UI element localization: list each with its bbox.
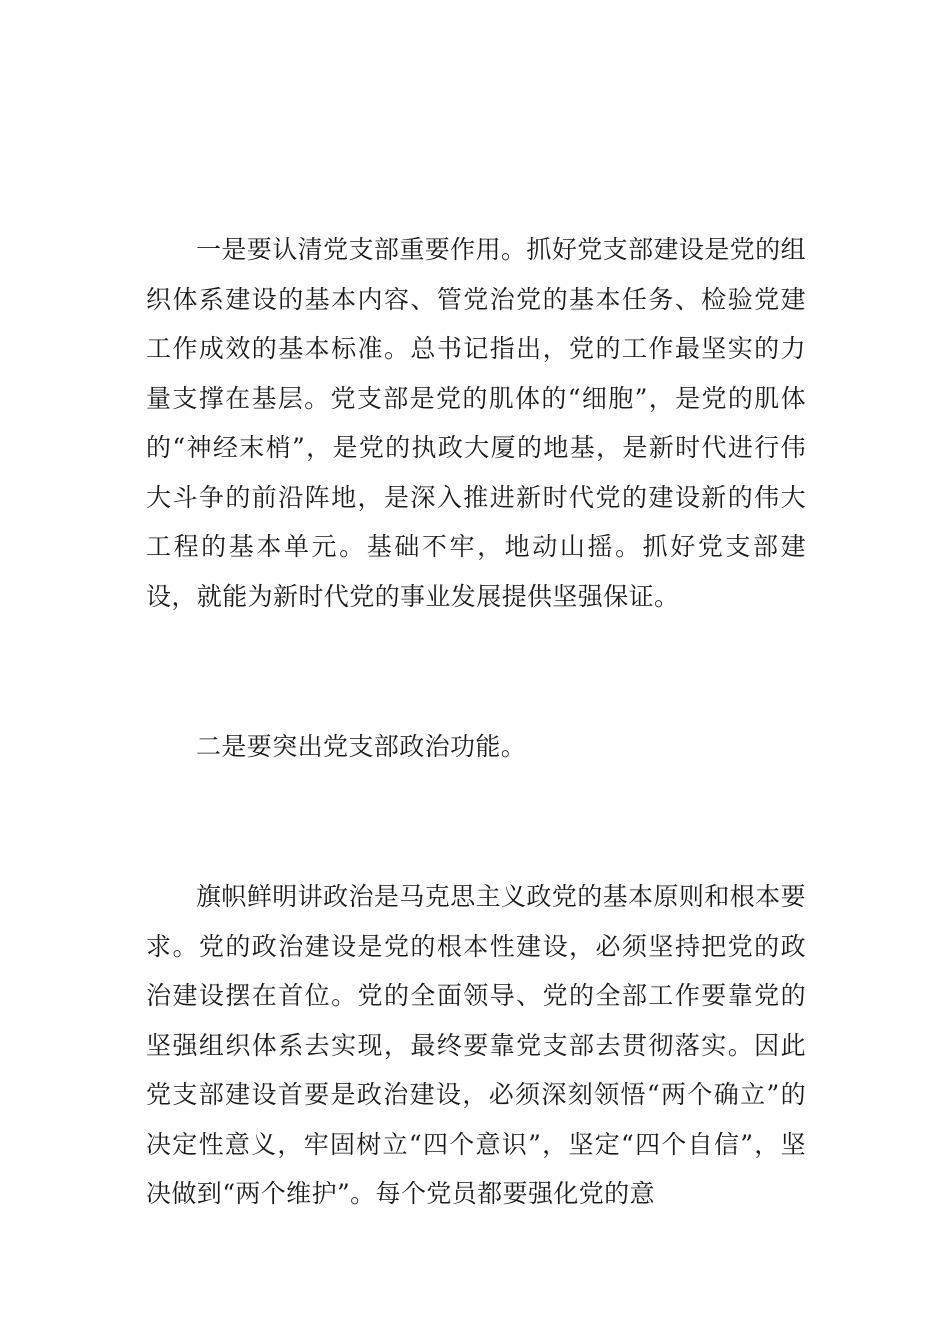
paragraph-political-function-heading: 二是要突出党支部政治功能。 — [196, 732, 527, 761]
paragraph-branch-role: 一是要认清党支部重要作用。抓好党支部建设是党的组织体系建设的基本内容、管党治党的基本任务、检验党建工作成效的基本标准。总书记指出，党的工作最坚实的力量支撑在基层。党支部是党的肌体的“细胞”，是党的肌体的“神经末梢”，是党的执政大厦的地基，是新时代进行伟大斗争的前沿阵地，是深入推进新时代党的建设新的伟大工程的基本单元。基础不牢，地动山摇。抓好党支部建设，就能为新时代党的事业发展提供坚强保证。 — [146, 235, 806, 611]
paragraph-political-building: 旗帜鲜明讲政治是马克思主义政党的基本原则和根本要求。党的政治建设是党的根本性建设，必须坚持把党的政治建设摆在首位。党的全面领导、党的全部工作要靠党的坚强组织体系去实现，最终要靠党支部去贯彻落实。因此党支部建设首要是政治建设，必须深刻领悟“两个确立”的决定性意义，牢固树立“四个意识”，坚定“四个自信”，坚决做到“两个维护”。每个党员都要强化党的意 — [146, 882, 806, 1208]
